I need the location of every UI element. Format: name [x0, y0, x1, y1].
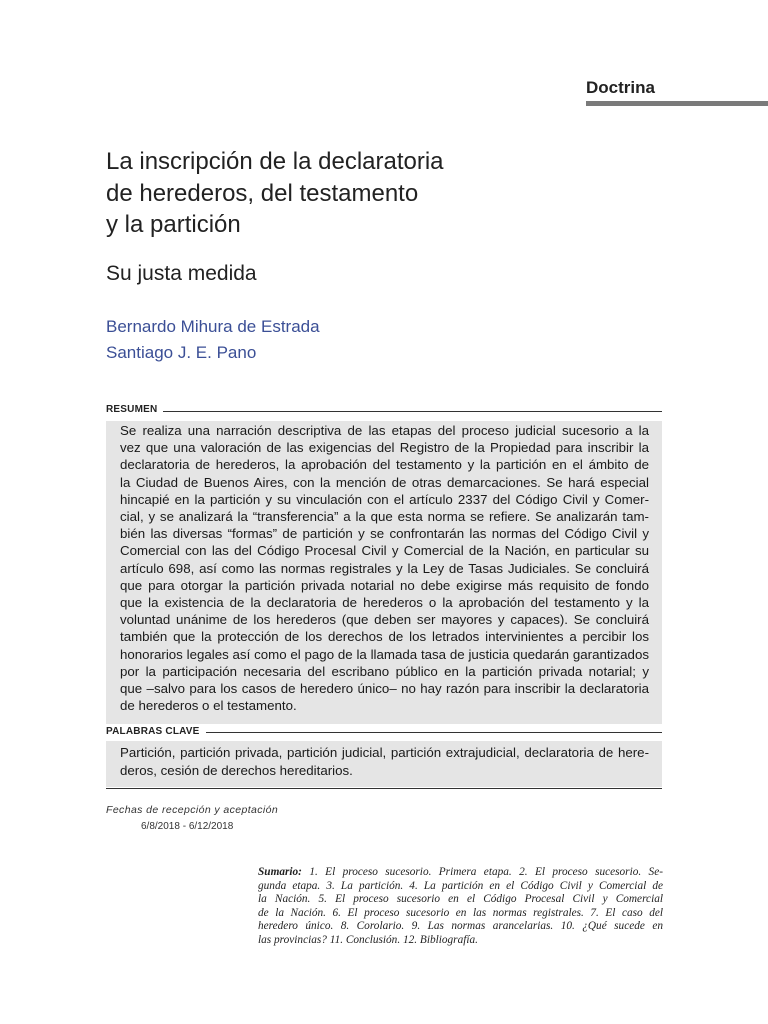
section-label: Doctrina — [586, 78, 655, 97]
abstract-line: por la participación necesaria del escribano público en la partición privada notarial; y — [120, 663, 649, 679]
summary-line — [258, 866, 663, 880]
summary-label: Sumario: — [258, 866, 302, 878]
abstract-line: Se realiza una narración descriptiva de las etapas del proceso judicial sucesorio a la — [120, 423, 649, 438]
abstract-line: honorarios legales así como el pago de la llamada tasa de justicia quedarán garantizados — [120, 646, 649, 662]
section-bar — [586, 101, 768, 106]
abstract-line: cial, y se analizará la “transferencia” a la que esta norma se refiere. Se analizarán tam- — [120, 509, 649, 525]
summary-line: gunda etapa. 3. La partición. 4. La partición en el Código Civil y Comercial de — [258, 879, 663, 892]
abstract-line: hincapié en la partición y su vinculación con el artículo 2337 del Código Civil y Comer- — [120, 491, 649, 507]
dates-value: 6/8/2018 - 6/12/2018 — [141, 821, 234, 832]
abstract-line: bién las diversas “formas” de partición y se confrontarán las normas del Código Civil y — [120, 526, 649, 542]
summary-line: de la Nación. 6. El proceso sucesorio en las normas registrales. 7. El caso del — [258, 906, 663, 919]
title-line: La inscripción de la declaratoria — [106, 148, 444, 175]
keywords-text — [120, 744, 649, 780]
summary — [258, 866, 663, 948]
keywords-line: deros, cesión de derechos hereditarios. — [120, 763, 353, 778]
abstract-line: de herederos o el testamento. — [120, 698, 297, 714]
abstract-line: que –salvo para los casos de heredero único– no hay razón para inscribir la declaratoria — [120, 681, 649, 697]
abstract-label: RESUMEN — [106, 404, 163, 415]
article-subtitle: Su justa medida — [106, 262, 257, 285]
abstract-line: artículo 698, así como las normas registrales y la Ley de Tasas Judiciales. Se concluirá — [120, 560, 649, 576]
abstract-line: declaratoria de herederos, la aprobación del testamento y la partición en el ámbito de — [120, 457, 649, 473]
abstract-line: que para otorgar la partición privada notarial no debe exigirse más requisito de fondo — [120, 577, 649, 593]
summary-line: la Nación. 5. El proceso sucesorio en el Código Procesal Civil y Comercial — [258, 893, 663, 906]
summary-text: 1. El proceso sucesorio. Primera etapa. 2. El proceso sucesorio. Se- — [301, 866, 663, 878]
summary-line: las provincias? 11. Conclusión. 12. Bibliografía. — [258, 933, 478, 946]
abstract-line: vez que una valoración de las exigencias del Registro de la Propiedad para inscribir la — [120, 440, 649, 456]
keywords-label: PALABRAS CLAVE — [106, 726, 206, 737]
title-line: y la partición — [106, 211, 241, 238]
author-name: Santiago J. E. Pano — [106, 343, 257, 362]
abstract-line: Comercial con las del Código Procesal Civil y Comercial de la Nación, en particular su — [120, 543, 649, 559]
keywords-bottom-rule — [106, 788, 662, 789]
dates-label: Fechas de recepción y aceptación — [106, 804, 279, 816]
abstract-rule — [160, 411, 662, 412]
abstract-text — [120, 422, 649, 714]
abstract-line: que la existencia de la declaratoria de herederos o la aprobación del testamento y la — [120, 595, 649, 611]
abstract-line: voluntad unánime de los herederos (que deben ser mayores y capaces). Se concluirá — [120, 612, 649, 628]
title-line: de herederos, del testamento — [106, 179, 419, 207]
summary-line: heredero único. 8. Corolario. 9. Las normas arancelarias. 10. ¿Qué sucede en — [258, 920, 663, 933]
abstract-line: la Ciudad de Buenos Aires, con la mención de otras demarcaciones. Se hará especial — [120, 474, 649, 490]
keywords-rule — [200, 732, 662, 733]
abstract-line: también que la protección de los derechos de los letrados intervinientes a percibir los — [120, 629, 649, 645]
author-name: Bernardo Mihura de Estrada — [106, 317, 320, 336]
keywords-line: Partición, partición privada, partición judicial, partición extrajudicial, declaratoria de here- — [120, 745, 649, 760]
article-title — [106, 146, 586, 241]
